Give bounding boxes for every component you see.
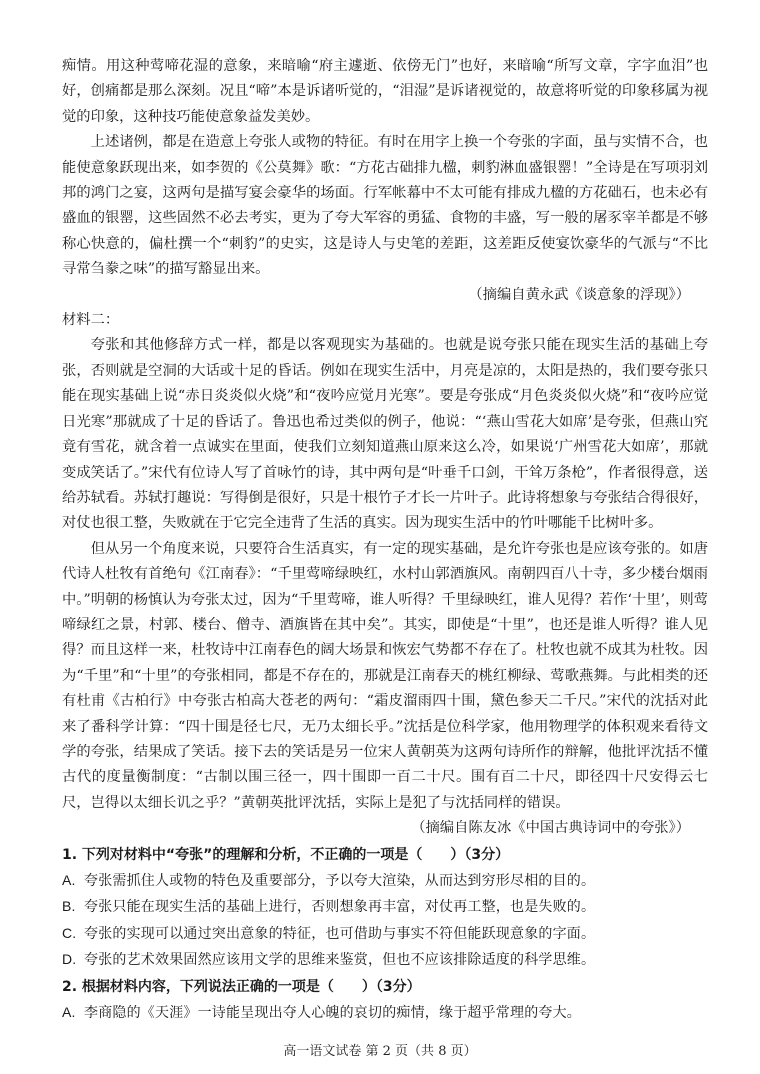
option-text: 夸张需抓住人或物的特色及重要部分，予以夸大渲染，从而达到穷形尽相的目的。 (84, 873, 596, 889)
option-letter: C. (62, 924, 77, 941)
question-1-stem: 1. 下列对材料中“夸张”的理解和分析，不正确的一项是（ ）（3分） (62, 846, 510, 863)
option-text: 夸张只能在现实生活的基础上进行，否则想象再丰富，对仗再工整，也是失败的。 (84, 899, 596, 916)
paragraph-1: 痴情。用这种莺啼花湿的意象，来暗喻“府主遽逝、依傍无门”也好，来暗喻“所写文章，字字血泪”也好，创痛都是那么深刻。况且“啼”本是诉诸听觉的，“泪湿”是诉诸视觉的，故意将听觉的印象移属为视觉的印象，这种技巧能使意象益发美妙。 (62, 58, 708, 125)
q1-option-d (62, 947, 708, 973)
q2-option-a (62, 1000, 708, 1026)
paragraph-4: 但从另一个角度来说，只要符合生活真实，有一定的现实基础，是允许夸张也是应该夸张的。如唐代诗人杜牧有首绝句《江南春》：“千里莺啼绿映红，水村山郭酒旗风。南朝四百八十寺，多少楼台烟雨中。”明朝的杨慎认为夸张太过，因为“千里莺啼，谁人听得？千里绿映红，谁人见得？若作‘十里’，则莺啼绿红之景，村郭、楼台、僧寺、酒旗皆在其中矣”。其实，即使是“十里”，也还是谁人听得？谁人见得？而且这样一来，杜牧诗中江南春色的阔大场景和恢宏气势都不存在了。杜牧也就不成其为杜牧。因为“千里”和“十里”的夸张相同，都是不存在的，那就是江南春天的桃红柳绿、莺歌燕舞。与此相类的还有杜甫《古柏行》中夸张古柏高大苍老的两句：“霜皮溜雨四十围，黛色参天二千尺。”宋代的沈括对此来了番科学计算：“四十围是径七尺，无乃太细长乎。”沈括是位科学家，他用物理学的体积观来看待文学的夸张，结果成了笑话。接下去的笑话是另一位宋人黄朝英为这两句诗所作的辩解，他批评沈括不懂古代的度量衡制度：“古制以围三径一，四十围即一百二十尺。围有百二十尺，即径四十尺安得云七尺，岂得以太细长讥之乎？”黄朝英批评沈括，实际上是犯了与沈括同样的错误。 (62, 540, 708, 811)
option-letter: A. (62, 872, 76, 888)
source-citation-2: （摘编自陈友冰《中国古典诗词中的夸张》） (411, 820, 690, 837)
q1-option-c (62, 921, 708, 947)
option-text: 夸张的艺术效果固然应该用文学的思维来鉴赏，但也不应该排除适度的科学思维。 (84, 952, 596, 969)
option-letter: D. (62, 951, 77, 968)
paragraph-2: 上述诸例，都是在造意上夸张人或物的特征。有时在用字上换一个夸张的字面，虽与实情不合，也能使意象跃现出来，如李贺的《公莫舞》歌：“方花古础排九楹，刺豹淋血盛银罂！”全诗是在写项羽刘邦的鸿门之宴，这两句是描写宴会豪华的场面。行军帐幕中不太可能有排成九楹的方花础石，也未必有盛血的银罂，这些固然不必去考实，更为了夸大军容的勇猛、食物的丰盛，写一般的屠豕宰羊都是不够称心快意的，偏杜撰一个“刺豹”的史实，这是诗人与史笔的差距，这差距反使宴饮豪华的气派与“不比寻常刍豢之味”的描写豁显出来。 (62, 134, 708, 278)
material-2-heading: 材料二： (62, 312, 120, 329)
source-citation-1: （摘编自黄永武《谈意象的浮现》） (468, 286, 690, 303)
option-text: 夸张的实现可以通过突出意象的特征，也可借助与事实不符但能跃现意象的字面。 (84, 925, 596, 942)
option-letter: A. (62, 1004, 76, 1021)
page-footer: 高一语文试卷 第 2 页（共 8 页） (283, 1044, 477, 1059)
paragraph-3: 夸张和其他修辞方式一样，都是以客观现实为基础的。也就是说夸张只能在现实生活的基础上夸张，否则就是空洞的大话或十足的昏话。例如在现实生活中，月亮是凉的，太阳是热的，我们要夸张只能在现实基础上说“赤日炎炎似火烧”和“夜吟应觉月光寒”。要是夸张成“月色炎炎似火烧”和“夜吟应觉日光寒”那就成了十足的昏话了。鲁迅也希过类似的例子，他说：“‘燕山雪花大如席’是夸张，但燕山究竟有雪花，就含着一点诚实在里面，使我们立刻知道燕山原来这么冷，如果说‘广州雪花大如席’，那就变成笑话了。”宋代有位诗人写了首咏竹的诗，其中两句是“叶垂千口剑，干耸万条枪”，作者很得意，送给苏轼看。苏轼打趣说：写得倒是很好，只是十根竹子才长一片叶子。此诗将想象与夸张结合得很好，对仗也很工整，失败就在于它完全违背了生活的真实。因为现实生活中的竹叶哪能千比树叶多。 (62, 337, 708, 532)
q1-option-b (62, 894, 708, 920)
question-2-stem: 2. 根据材料内容，下列说法正确的一项是（ ）（3分） (62, 978, 421, 995)
option-letter: B. (62, 898, 76, 915)
option-text: 李商隐的《天涯》一诗能呈现出夺人心魄的哀切的痴情，缘于超乎常理的夸大。 (84, 1005, 581, 1022)
q1-option-a (62, 868, 708, 894)
